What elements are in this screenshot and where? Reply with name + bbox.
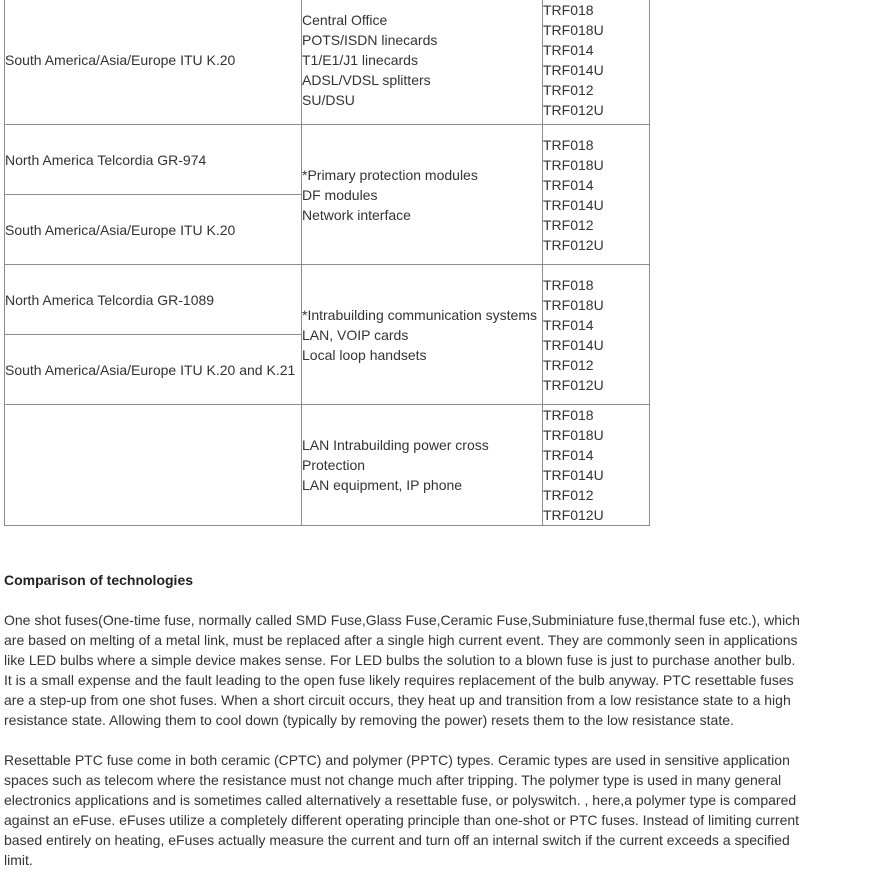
standard-cell: North America Telcordia GR-1089 [5,265,302,335]
standard-cell: North America Telcordia GR-974 [5,125,302,195]
table-row [5,0,650,125]
part-number: TRF014U [543,336,604,353]
application-line: ADSL/VDSL splitters [302,71,431,88]
part-number: TRF014U [543,196,604,213]
part-number: TRF014 [543,41,594,58]
applications-cell [302,0,543,125]
parts-cell [543,0,650,125]
standard-cell: South America/Asia/Europe ITU K.20 and K.21 [5,335,302,405]
application-line: T1/E1/J1 linecards [302,51,418,68]
part-number: TRF018 [543,136,594,153]
section-heading: Comparison of technologies [4,572,194,588]
applications-cell [302,265,543,405]
parts-cell [543,265,650,405]
part-number: TRF018 [543,407,594,423]
table-row [5,265,650,335]
application-line: DF modules [302,186,378,203]
part-number: TRF012 [543,356,594,373]
standard-cell: South America/Asia/Europe ITU K.20 [5,195,302,265]
table-row [5,125,650,195]
part-number: TRF012 [543,216,594,233]
part-number: TRF014U [543,61,604,78]
part-number: TRF012U [543,236,604,253]
part-number: TRF018U [543,156,604,173]
application-line: Central Office [302,11,388,28]
part-number: TRF012U [543,507,604,523]
part-number: TRF014U [543,467,604,483]
application-line: POTS/ISDN linecards [302,31,438,48]
application-line: Local loop handsets [302,346,427,363]
application-line: Protection [302,457,366,473]
standard-cell [5,405,302,526]
applications-cell [302,125,543,265]
part-number: TRF018U [543,21,604,38]
part-number: TRF018U [543,296,604,313]
part-number: TRF012 [543,487,594,503]
applications-cell [302,405,543,526]
application-line: *Intrabuilding communication systems [302,306,537,323]
application-line: SU/DSU [302,91,355,108]
paragraph: One shot fuses(One-time fuse, normally called SMD Fuse,Glass Fuse,Ceramic Fuse,Subminiature fuse,thermal fuse etc.), which are based on melting of a metal link, must be replaced after a single high current event. They are commonly seen in applications like LED bulbs where a simple device makes sense. For LED bulbs the solution to a blown fuse is just to purchase another bulb. It is a small expense and the fault leading to the open fuse likely requires replacement of the bulb anyway. PTC resettable fuses are a step-up from one shot fuses. When a short circuit occurs, they heat up and transition from a low resistance state to a high resistance state. Allowing them to cool down (typically by removing the power) resets them to the low resistance state. [4,612,800,728]
part-number: TRF018U [543,427,604,443]
application-line: LAN, VOIP cards [302,326,409,343]
part-number: TRF014 [543,447,594,463]
part-number: TRF012U [543,101,604,118]
application-line: LAN equipment, IP phone [302,477,463,493]
part-number: TRF012 [543,81,594,98]
application-line: LAN Intrabuilding power cross [302,437,489,453]
paragraph: Resettable PTC fuse come in both ceramic (CPTC) and polymer (PPTC) types. Ceramic types are used in sensitive application spaces such as telecom where the resistance must not change much after tripping. The polymer type is used in many general electronics applications and is sometimes called alternatively a resettable fuse, or polyswitch. , here,a polymer type is compared against an eFuse. eFuses utilize a completely different operating principle than one-shot or PTC fuses. Instead of limiting current based entirely on heating, eFuses actually measure the current and turn off an internal switch if the current exceeds a specified limit. [4,752,800,868]
application-line: Network interface [302,206,411,223]
part-number: TRF018 [543,276,594,293]
part-number: TRF014 [543,316,594,333]
part-number: TRF014 [543,176,594,193]
table-row [5,405,650,526]
application-line: *Primary protection modules [302,166,478,183]
parts-cell [543,125,650,265]
standard-cell: South America/Asia/Europe ITU K.20 [5,0,302,125]
part-number: TRF018 [543,1,594,18]
parts-cell [543,405,650,526]
standards-table [4,0,650,526]
part-number: TRF012U [543,376,604,393]
